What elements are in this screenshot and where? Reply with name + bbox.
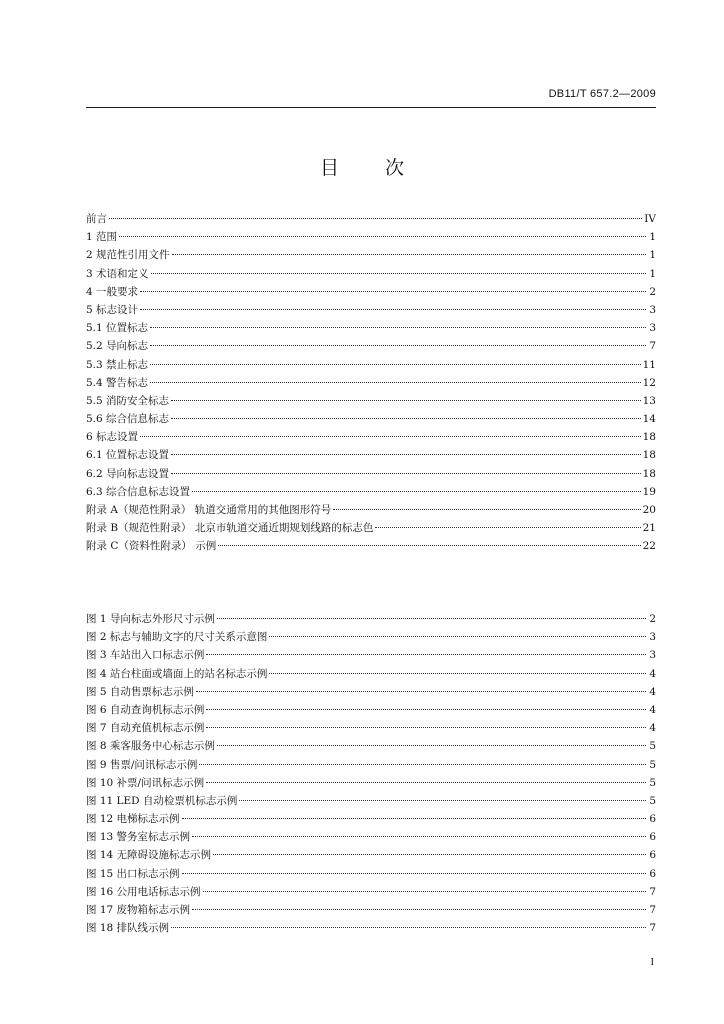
figure-entry-page: 4 [649,685,656,698]
toc-entry-label: 5.4 警告标志 [86,376,149,389]
list-of-figures [86,610,656,937]
figure-entry-page: 6 [649,849,656,862]
toc-entry[interactable] [86,301,656,319]
header-divider [86,107,656,108]
toc-entry-label: 4 一般要求 [86,285,139,298]
toc-entry[interactable] [86,410,656,428]
dot-leader [206,726,646,728]
figure-entry-page: 5 [649,776,656,789]
toc-entry-label: 5 标志设计 [86,303,139,316]
figure-entry-label: 图 1 导向标志外形尺寸示例 [86,613,215,625]
toc-entry[interactable] [86,483,656,501]
toc-entry-label: 6.1 位置标志设置 [86,449,170,462]
toc-entry-label: 5.2 导向标志 [86,340,149,353]
figure-entry-page: 6 [649,813,656,826]
page-title: 目次 [319,157,450,179]
toc-entry-label: 附录 C（资料性附录） 示例 [86,540,217,553]
dot-leader [192,835,646,837]
toc-entry-label: 3 术语和定义 [86,267,149,280]
figure-entry[interactable] [86,628,656,646]
dot-leader [171,453,641,455]
figure-entry-label: 图 13 警务室标志示例 [86,831,191,844]
figure-entry[interactable] [86,701,656,719]
figure-entry-label: 图 2 标志与辅助文字的尺寸关系示意图 [86,631,268,644]
figure-entry[interactable] [86,919,656,937]
toc-entry-page: 18 [642,449,656,462]
toc-entry[interactable] [86,283,656,301]
toc-entry-page: 22 [642,540,656,553]
dot-leader [375,526,640,528]
toc-entry[interactable] [86,519,656,537]
figure-entry-label: 图 17 废物箱标志示例 [86,904,191,916]
dot-leader [213,853,646,855]
figure-entry-label: 图 4 站台柱面或墙面上的站名标志示例 [86,667,268,680]
figure-entry[interactable] [86,865,656,883]
dot-leader [206,708,646,710]
toc-entry-page: 14 [642,413,656,426]
figure-entry-page: 5 [649,758,656,771]
dot-leader [333,508,640,510]
figure-entry-label: 图 15 出口标志示例 [86,867,180,880]
toc-entry-page: 7 [649,340,656,353]
toc-entry[interactable] [86,501,656,519]
toc-entry-label: 6.2 导向标志设置 [86,467,170,480]
figure-entry-page: 3 [649,631,656,644]
toc-entry[interactable] [86,337,656,355]
dot-leader [196,690,646,692]
toc-entry-page: 18 [642,467,656,480]
dot-leader [171,417,641,419]
figure-entry-page: 5 [649,794,656,807]
dot-leader [206,781,646,783]
dot-leader [206,653,646,655]
figure-entry-page: 7 [649,885,656,898]
toc-entry[interactable] [86,465,656,483]
figure-entry-page: 4 [649,667,656,680]
toc-entry[interactable] [86,356,656,374]
toc-entry[interactable] [86,228,656,246]
dot-leader [150,363,641,365]
figure-entry-page: 7 [649,922,656,935]
figure-entry-label: 图 5 自动售票标志示例 [86,685,194,698]
dot-leader [150,381,641,383]
figure-entry[interactable] [86,810,656,828]
toc-entry-page: 1 [649,231,656,244]
figure-entry[interactable] [86,665,656,683]
toc-entry-page: 2 [649,285,656,298]
toc-entry-page: 12 [642,376,656,389]
dot-leader [269,672,646,674]
standard-code: DB11/T 657.2—2009 [548,88,656,100]
dot-leader [182,872,646,874]
toc-entry[interactable] [86,537,656,555]
table-of-contents [86,210,656,556]
figure-entry-page: 6 [649,867,656,880]
dot-leader [192,490,641,492]
figure-entry[interactable] [86,719,656,737]
figure-entry[interactable] [86,610,656,628]
toc-entry-page: 3 [649,303,656,316]
toc-entry[interactable] [86,246,656,264]
figure-entry-label: 图 6 自动查询机标志示例 [86,703,205,716]
toc-entry-label: 附录 A（规范性附录） 轨道交通常用的其他图形符号 [86,504,332,516]
figure-entry-page: 4 [649,722,656,735]
toc-entry-page: 1 [649,249,656,262]
toc-entry[interactable] [86,428,656,446]
dot-leader [217,744,646,746]
dot-leader [171,926,646,928]
figure-entry-label: 图 9 售票/问讯标志示例 [86,758,198,771]
toc-entry-page: 21 [642,522,656,535]
figure-entry[interactable] [86,737,656,755]
toc-entry[interactable] [86,374,656,392]
dot-leader [171,399,641,401]
figure-entry[interactable] [86,883,656,901]
toc-entry-label: 前言 [86,213,107,225]
toc-entry-page: 20 [642,504,656,516]
dot-leader [171,472,641,474]
toc-entry[interactable] [86,392,656,410]
figure-entry[interactable] [86,756,656,774]
dot-leader [119,235,646,237]
dot-leader [239,799,646,801]
toc-entry-label: 5.5 消防安全标志 [86,394,170,407]
dot-leader [150,344,646,346]
dot-leader [182,817,646,819]
toc-entry-label: 1 范围 [86,231,118,244]
toc-entry-page: 13 [642,394,656,407]
figure-entry-page: 4 [649,703,656,716]
toc-entry-label: 5.6 综合信息标志 [86,413,170,426]
figure-entry-label: 图 8 乘客服务中心标志示例 [86,740,215,753]
dot-leader [192,908,646,910]
figure-entry-label: 图 14 无障碍设施标志示例 [86,849,212,862]
toc-entry-label: 附录 B（规范性附录） 北京市轨道交通近期规划线路的标志色 [86,522,374,535]
toc-entry[interactable] [86,446,656,464]
toc-entry-page: 18 [642,431,656,444]
figure-entry-page: 2 [649,613,656,625]
dot-leader [150,326,646,328]
figure-entry[interactable] [86,846,656,864]
figure-entry-label: 图 18 排队线示例 [86,922,170,935]
toc-entry[interactable] [86,210,656,228]
page-number: I [650,957,654,968]
dot-leader [217,617,646,619]
figure-entry-label: 图 10 补票/问讯标志示例 [86,776,205,789]
figure-entry-page: 6 [649,831,656,844]
toc-entry-label: 5.1 位置标志 [86,322,149,335]
dot-leader [203,890,646,892]
figure-entry[interactable] [86,901,656,919]
toc-entry-label: 6 标志设置 [86,431,139,444]
figure-entry[interactable] [86,683,656,701]
toc-entry-page: 1 [649,267,656,280]
dot-leader [109,217,642,219]
figure-entry-label: 图 7 自动充值机标志示例 [86,722,205,735]
figure-entry[interactable] [86,828,656,846]
dot-leader [172,253,646,255]
dot-leader [140,308,646,310]
toc-entry[interactable] [86,319,656,337]
figure-entry-label: 图 11 LED 自动检票机标志示例 [86,794,238,807]
dot-leader [199,763,646,765]
figure-entry-label: 图 16 公用电话标志示例 [86,885,201,898]
figure-entry[interactable] [86,646,656,664]
dot-leader [269,635,646,637]
figure-entry[interactable] [86,774,656,792]
toc-entry[interactable] [86,265,656,283]
dot-leader [218,544,640,546]
figure-entry-page: 7 [649,904,656,916]
dot-leader [140,290,646,292]
figure-entry-page: 3 [649,649,656,662]
figure-entry-label: 图 12 电梯标志示例 [86,813,180,826]
figure-entry-label: 图 3 车站出入口标志示例 [86,649,205,662]
toc-entry-page: 19 [642,485,656,498]
figure-entry[interactable] [86,792,656,810]
toc-entry-label: 5.3 禁止标志 [86,358,149,371]
toc-entry-label: 2 规范性引用文件 [86,249,170,262]
toc-entry-page: 11 [642,358,656,371]
toc-entry-page: IV [644,213,656,225]
figure-entry-page: 5 [649,740,656,753]
toc-entry-page: 3 [649,322,656,335]
dot-leader [151,272,646,274]
toc-entry-label: 6.3 综合信息标志设置 [86,485,191,498]
dot-leader [140,435,641,437]
